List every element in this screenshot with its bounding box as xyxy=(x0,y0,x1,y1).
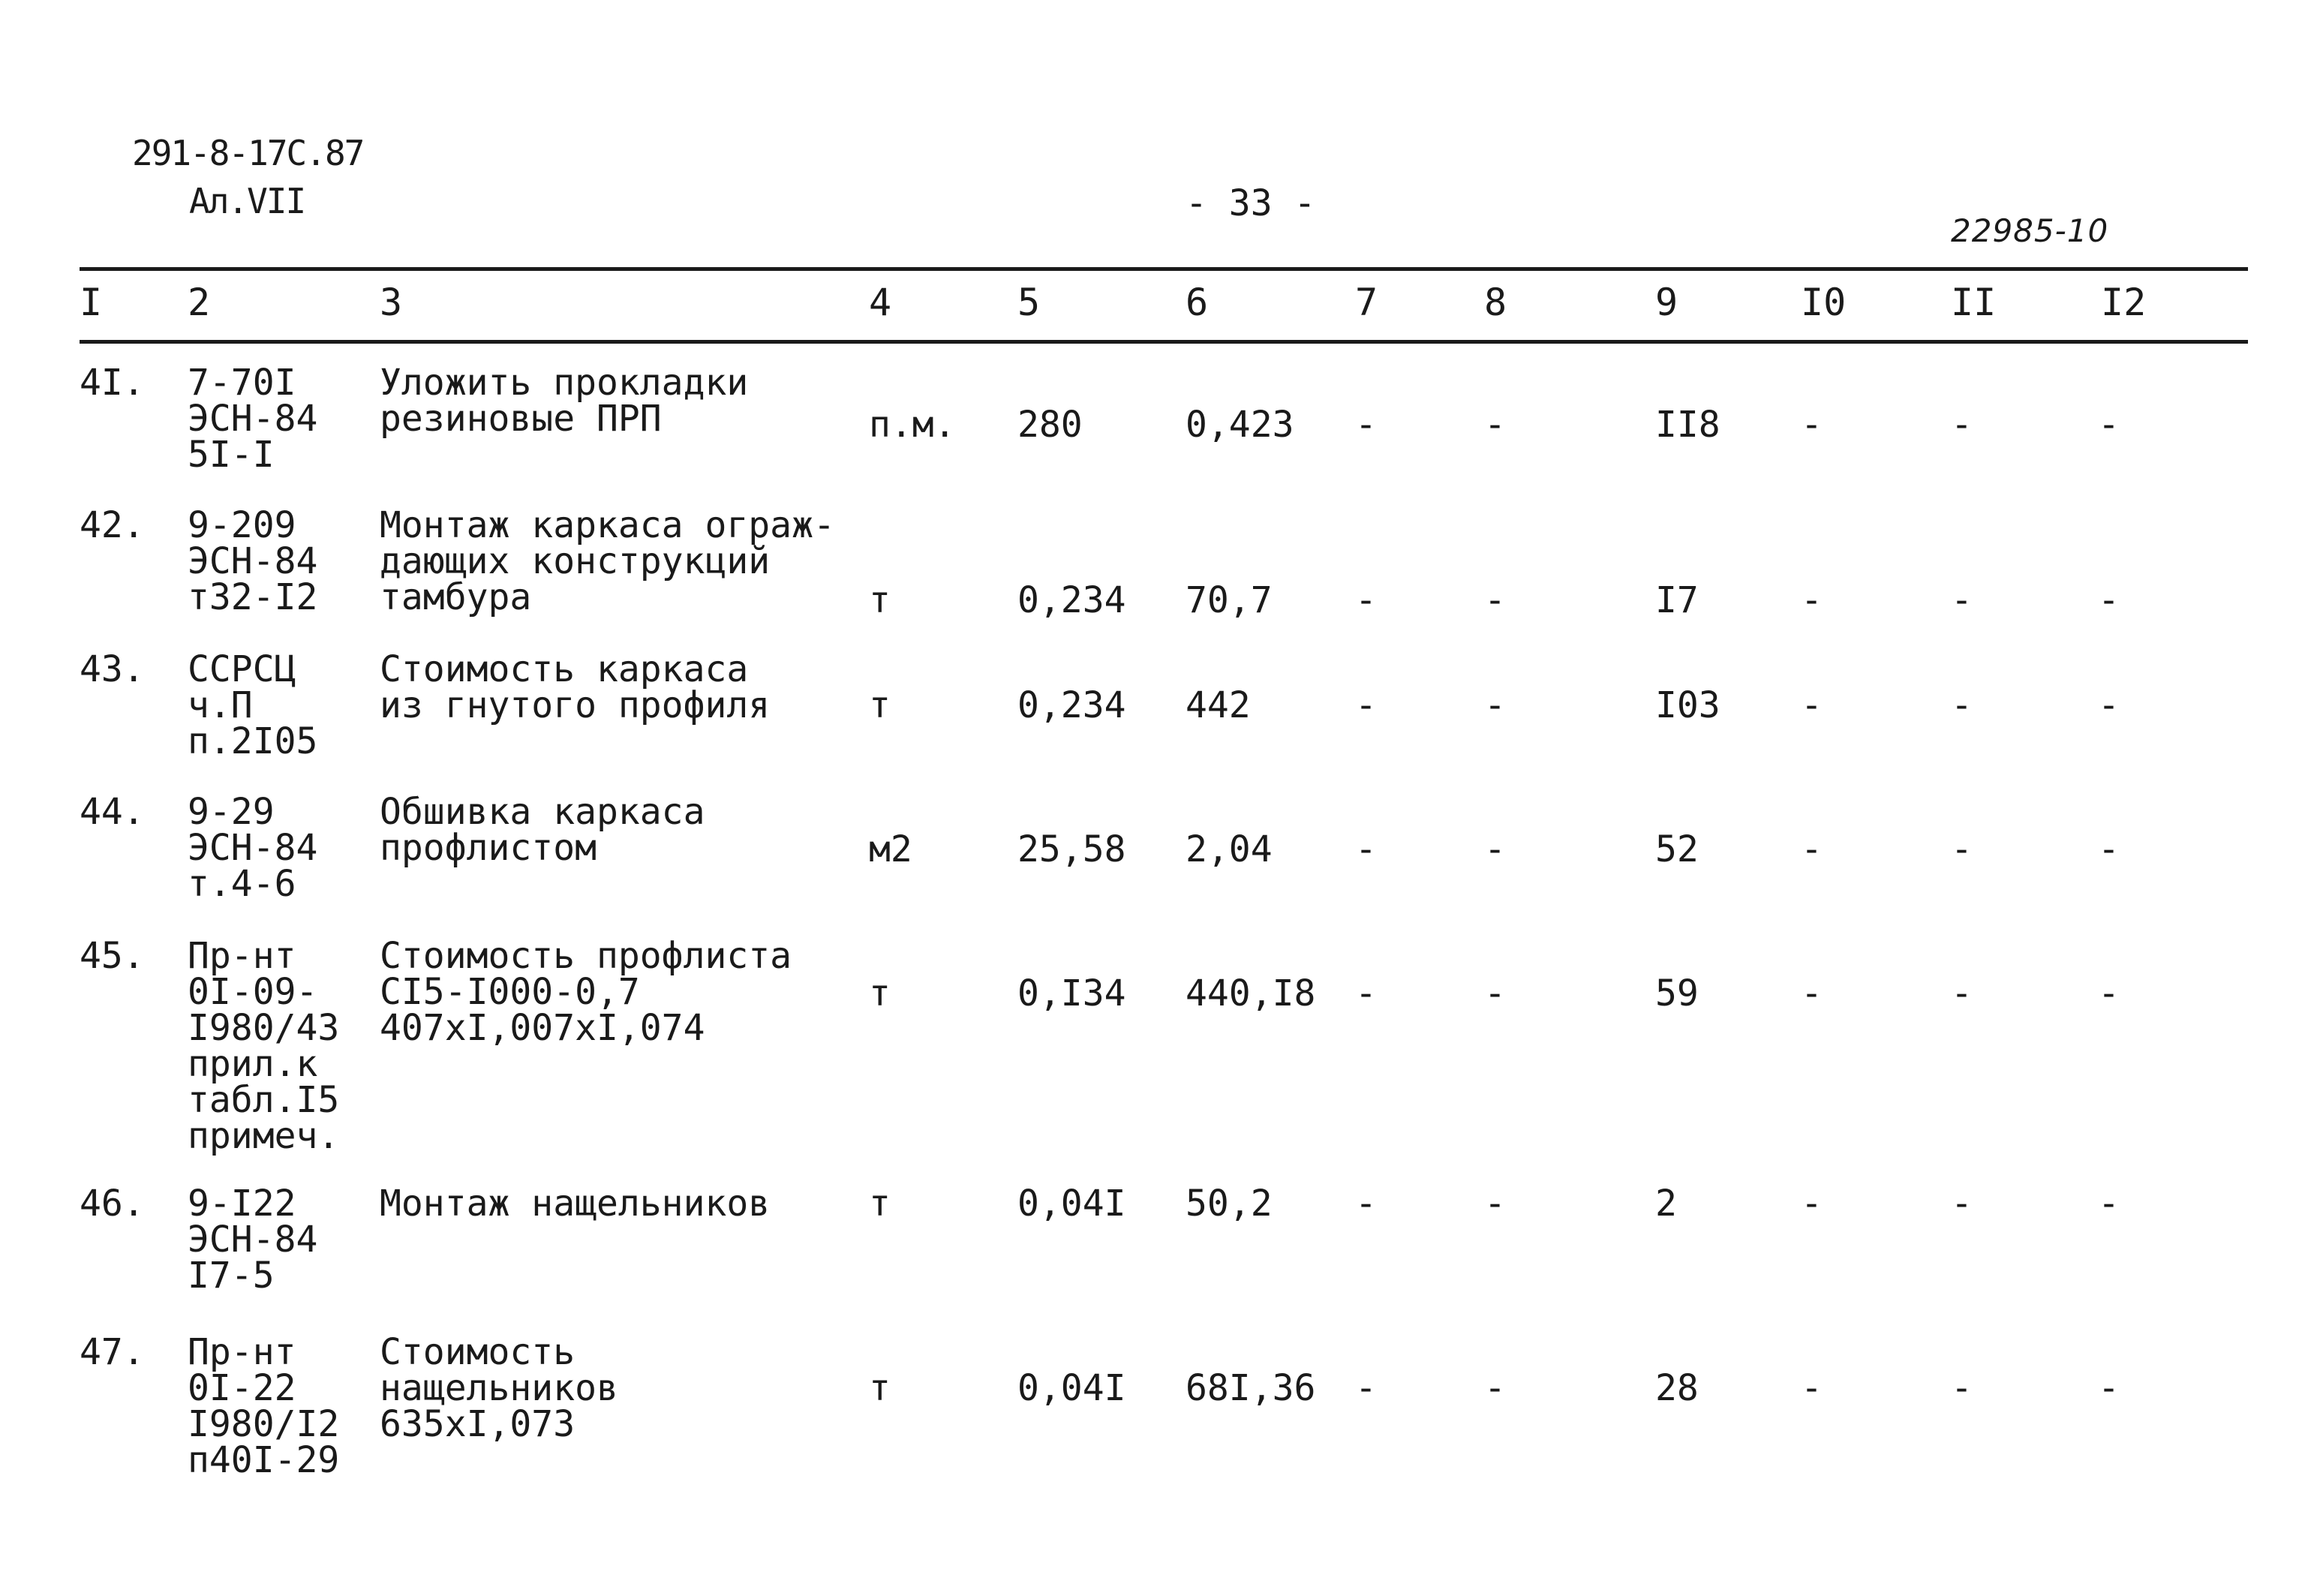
col-9-value: 2 xyxy=(1655,1183,1677,1225)
table-header-rule xyxy=(80,340,2248,344)
unit-of-measure: м2 xyxy=(869,828,912,870)
row-number: 47. xyxy=(80,1331,145,1373)
column-header: 2 xyxy=(188,281,211,324)
col-11-value: - xyxy=(1951,579,1973,621)
unit-price: 442 xyxy=(1186,684,1251,726)
work-description: Обшивка каркаса профлистом xyxy=(380,791,705,869)
norm-code: Пр-нт 0I-09- I980/43 прил.к табл.I5 примеч. xyxy=(188,935,340,1157)
col-7-value: - xyxy=(1355,1183,1377,1225)
unit-of-measure: т xyxy=(869,579,891,621)
col-8-value: - xyxy=(1484,579,1506,621)
table-header-row xyxy=(0,276,2305,335)
table-top-rule xyxy=(80,267,2248,271)
col-10-value: - xyxy=(1801,579,1823,621)
col-7-value: - xyxy=(1355,1367,1377,1409)
document-code: 291-8-17С.87 xyxy=(132,133,364,173)
quantity: 0,04I xyxy=(1017,1367,1126,1409)
unit-price: 440,I8 xyxy=(1186,972,1316,1014)
col-12-value: - xyxy=(2098,1183,2120,1225)
col-7-value: - xyxy=(1355,684,1377,726)
col-11-value: - xyxy=(1951,404,1973,446)
quantity: 0,234 xyxy=(1017,579,1126,621)
col-7-value: - xyxy=(1355,828,1377,870)
col-8-value: - xyxy=(1484,684,1506,726)
col-9-value: 28 xyxy=(1655,1367,1699,1409)
quantity: 0,234 xyxy=(1017,684,1126,726)
unit-of-measure: п.м. xyxy=(869,404,956,446)
column-header: I0 xyxy=(1801,281,1847,324)
unit-price: 0,423 xyxy=(1186,404,1294,446)
col-12-value: - xyxy=(2098,1367,2120,1409)
col-7-value: - xyxy=(1355,972,1377,1014)
col-8-value: - xyxy=(1484,1367,1506,1409)
row-number: 42. xyxy=(80,504,145,546)
column-header: II xyxy=(1951,281,1997,324)
column-header: 8 xyxy=(1484,281,1507,324)
column-header: 3 xyxy=(380,281,403,324)
col-12-value: - xyxy=(2098,404,2120,446)
col-8-value: - xyxy=(1484,972,1506,1014)
col-10-value: - xyxy=(1801,1367,1823,1409)
col-10-value: - xyxy=(1801,1183,1823,1225)
page-number: - 33 - xyxy=(1186,182,1316,224)
row-number: 46. xyxy=(80,1183,145,1225)
col-9-value: I03 xyxy=(1655,684,1720,726)
row-number: 44. xyxy=(80,791,145,833)
work-description: Стоимость нащельников 635xI,073 xyxy=(380,1331,618,1445)
norm-code: 9-209 ЭСН-84 т32-I2 xyxy=(188,504,318,618)
norm-code: 7-70I ЭСН-84 5I-I xyxy=(188,362,318,476)
unit-price: 70,7 xyxy=(1186,579,1273,621)
column-header: 4 xyxy=(869,281,892,324)
unit-price: 50,2 xyxy=(1186,1183,1273,1225)
row-number: 45. xyxy=(80,935,145,977)
col-9-value: 59 xyxy=(1655,972,1699,1014)
work-description: Уложить прокладки резиновые ПРП xyxy=(380,362,749,440)
quantity: 25,58 xyxy=(1017,828,1126,870)
col-9-value: I7 xyxy=(1655,579,1699,621)
col-10-value: - xyxy=(1801,404,1823,446)
norm-code: 9-I22 ЭСН-84 I7-5 xyxy=(188,1183,318,1297)
col-12-value: - xyxy=(2098,972,2120,1014)
sheet-label: Ал.VII xyxy=(189,181,305,221)
col-11-value: - xyxy=(1951,684,1973,726)
col-12-value: - xyxy=(2098,579,2120,621)
col-8-value: - xyxy=(1484,828,1506,870)
col-9-value: II8 xyxy=(1655,404,1720,446)
column-header: 7 xyxy=(1355,281,1378,324)
quantity: 0,I34 xyxy=(1017,972,1126,1014)
col-8-value: - xyxy=(1484,404,1506,446)
col-9-value: 52 xyxy=(1655,828,1699,870)
norm-code: ССРСЦ ч.П п.2I05 xyxy=(188,648,318,762)
row-number: 4I. xyxy=(80,362,145,404)
work-description: Монтаж нащельников xyxy=(380,1183,771,1225)
unit-price: 68I,36 xyxy=(1186,1367,1316,1409)
norm-code: 9-29 ЭСН-84 т.4-6 xyxy=(188,791,318,905)
column-header: I2 xyxy=(2101,281,2147,324)
work-description: Стоимость профлиста СI5-I000-0,7 407xI,007xI,074 xyxy=(380,935,792,1049)
unit-price: 2,04 xyxy=(1186,828,1273,870)
col-7-value: - xyxy=(1355,404,1377,446)
col-8-value: - xyxy=(1484,1183,1506,1225)
col-12-value: - xyxy=(2098,684,2120,726)
work-description: Стоимость каркаса из гнутого профиля xyxy=(380,648,771,726)
col-7-value: - xyxy=(1355,579,1377,621)
row-number: 43. xyxy=(80,648,145,690)
col-11-value: - xyxy=(1951,1183,1973,1225)
column-header: I xyxy=(80,281,103,324)
archive-number: 22985-10 xyxy=(1951,212,2109,249)
col-11-value: - xyxy=(1951,828,1973,870)
unit-of-measure: т xyxy=(869,1367,891,1409)
col-10-value: - xyxy=(1801,684,1823,726)
column-header: 5 xyxy=(1017,281,1041,324)
unit-of-measure: т xyxy=(869,972,891,1014)
col-10-value: - xyxy=(1801,972,1823,1014)
unit-of-measure: т xyxy=(869,684,891,726)
unit-of-measure: т xyxy=(869,1183,891,1225)
col-11-value: - xyxy=(1951,972,1973,1014)
norm-code: Пр-нт 0I-22 I980/I2 п40I-29 xyxy=(188,1331,340,1481)
column-header: 9 xyxy=(1655,281,1678,324)
col-10-value: - xyxy=(1801,828,1823,870)
work-description: Монтаж каркаса ограж- дающих конструкций тамбура xyxy=(380,504,835,618)
quantity: 0,04I xyxy=(1017,1183,1126,1225)
quantity: 280 xyxy=(1017,404,1083,446)
column-header: 6 xyxy=(1186,281,1209,324)
col-12-value: - xyxy=(2098,828,2120,870)
col-11-value: - xyxy=(1951,1367,1973,1409)
